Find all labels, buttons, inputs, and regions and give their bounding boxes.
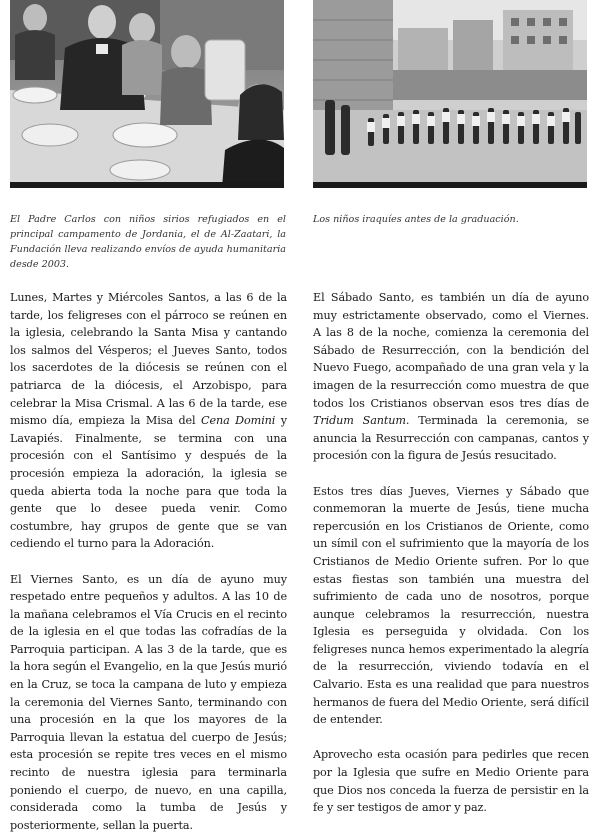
- italic-term-cena-domini: Cena Domini: [201, 414, 275, 427]
- paragraph-holy-week-weekdays: Lunes, Martes y Miércoles Santos, a las 6 de la tarde, los feligreses con el párroco se reúnen en la iglesia, celebrando la Santa Misa y cantando los salmos del Vésperos; el Jueves Santo, todos los sacerdotes de la diócesis se reúnen con el patriarca de la diócesis, el Arzobispo, para celebrar la Misa Crismal. A las 6 de la tarde, ese mismo día, empieza la Misa del Cena Domini y Lavapiés. Finalmente, se termina con una procesión con el Santísimo y después de la procesión empieza la adoración, la iglesia se queda abierta toda la noche para que toda la gente que lo desee pueda venir. Como costumbre, hay grupos de gente que se van cediendo el turno para la Adoración.: [10, 289, 287, 553]
- paragraph-holy-saturday: El Sábado Santo, es también un día de ayuno muy estrictamente observado, como el Viernes. A las 8 de la noche, comienza la ceremonia del Sábado de Resurrección, con la bendición del Nuevo Fuego, acompañado de una gran vela y la imagen de la resurrección como muestra de que todos los Cristianos observan esos tres días de Tridum Santum. Terminada la ceremonia, se anuncia la Resurrección con campanas, cantos y procesión con la figura de Jesús resucitado.: [313, 289, 589, 465]
- paragraph-suffering-middle-east: Estos tres días Jueves, Viernes y Sábado que conmemoran la muerte de Jesús, tiene mucha repercusión en los Cristianos de Oriente, como un símil con el sufrimiento que la mayoría de los Cristianos de Medio Oriente sufren. Por lo que estas fiestas son también una muestra del sufrimiento de cada uno de nosotros, porque aunque celebramos la resurrección, nuestra Iglesia es perseguida y olvidada. Con los feligreses nunca hemos experimentado la alegría de la resurrección, viviendo todavía en el Calvario. Esta es una realidad que para nuestros hermanos de fuera del Medio Oriente, será difícil de entender.: [313, 483, 589, 729]
- italic-term-tridum-santum: Tridum Santum: [313, 414, 406, 427]
- caption-priest-with-children: El Padre Carlos con niños sirios refugiados en el principal campamento de Jordania, el de Al-Zaatari, la Fundación lleva realizando envíos de ayuda humanitaria desde 2003.: [10, 212, 286, 272]
- photo-iraqi-children-schoolyard-image: [313, 0, 587, 188]
- photo-iraqi-children-schoolyard: [313, 0, 587, 188]
- paragraph-closing-prayer: Aprovecho esta ocasión para pedirles que recen por la Iglesia que sufre en Medio Oriente para que Dios nos conceda la fuerza de persistir en la fe y ser testigos de amor y paz.: [313, 746, 589, 816]
- photo-priest-with-children-image: [10, 0, 284, 188]
- photo-priest-with-children: [10, 0, 284, 188]
- article-left-column: [10, 289, 287, 834]
- article-right-column: [313, 289, 589, 817]
- paragraph-good-friday: El Viernes Santo, es un día de ayuno muy respetado entre pequeños y adultos. A las 10 de la mañana celebramos el Vía Crucis en el recinto de la iglesia en el que todas las cofradías de la Parroquia participan. A las 3 de la tarde, que es la hora según el Evangelio, en la que Jesús murió en la Cruz, se toca la campana de luto y empieza la ceremonia del Viernes Santo, terminando con una procesión en la que los mayores de la Parroquia llevan la estatua del cuerpo de Jesús; esta procesión se repite tres veces en el mismo recinto de nuestra iglesia para terminarla poniendo el cuerpo, de nuevo, en una capilla, considerada como la tumba de Jesús y posteriormente, sellan la puerta.: [10, 571, 287, 834]
- caption-iraqi-children: Los niños iraquíes antes de la graduación.: [313, 212, 589, 227]
